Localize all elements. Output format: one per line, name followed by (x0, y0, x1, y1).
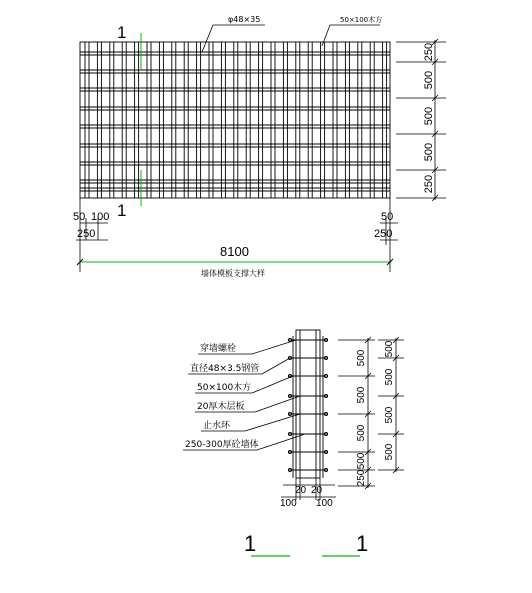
dim-left-250: 250 (77, 228, 96, 240)
sec-dim-100-left: 100 (280, 498, 297, 509)
sec-dim-100-right: 100 (316, 498, 333, 509)
dim-right-250: 250 (374, 228, 393, 240)
callout-label: 20厚木层板 (197, 402, 245, 412)
callout-leader (257, 434, 305, 450)
section-dim-label: 500 (356, 452, 367, 470)
right-dim-label: 500 (423, 70, 435, 90)
callout-label: 50×100木方 (197, 383, 252, 393)
elevation-caption: 墙体模板支撑大样 (201, 269, 265, 278)
dim-right-50: 50 (381, 211, 394, 223)
wall-formwork-elevation (80, 42, 390, 198)
section-callouts (183, 340, 305, 450)
callout-label: 250-300厚砼墙体 (185, 440, 259, 450)
right-dim-label: 250 (423, 42, 435, 62)
section-dim-label: 500 (356, 349, 367, 367)
wall-section-1-1 (288, 330, 328, 478)
section-title-left: 1 (244, 531, 257, 556)
callout-label: 穿墙螺栓 (200, 344, 237, 354)
section-title-right: 1 (356, 531, 369, 556)
label-timber: 50×100木方 (340, 16, 383, 24)
right-dim-label: 250 (423, 174, 435, 194)
section-dim-label: 500 (384, 368, 395, 386)
right-dim-label: 500 (423, 142, 435, 162)
section-dim-label: 500 (356, 386, 367, 404)
callout-leader (245, 414, 300, 431)
right-dim-label: 500 (423, 106, 435, 126)
top-label-leaders (202, 25, 380, 52)
callout-label: 止水环 (203, 421, 231, 431)
dim-left-100: 100 (91, 211, 110, 223)
section-mark-top: 1 (117, 23, 127, 42)
callout-leader (262, 358, 290, 374)
section-dim-label: 250 (356, 469, 367, 487)
section-bottom-dims (281, 478, 336, 500)
section-dim-label: 500 (384, 340, 395, 358)
section-dim-label: 500 (384, 406, 395, 424)
dim-left-50: 50 (73, 211, 86, 223)
total-width: 8100 (220, 244, 249, 259)
callout-leader (252, 376, 293, 393)
callout-label: 直径48×3.5钢管 (190, 364, 260, 374)
label-pipe: φ48×35 (228, 15, 261, 24)
section-dim-label: 500 (356, 424, 367, 442)
sec-dim-20-right: 20 (311, 485, 323, 496)
sec-dim-20-left: 20 (295, 485, 307, 496)
section-dim-label: 500 (384, 443, 395, 461)
right-dimension-chain (396, 39, 446, 201)
section-mark-bottom: 1 (117, 201, 127, 220)
callout-leader (252, 340, 296, 354)
